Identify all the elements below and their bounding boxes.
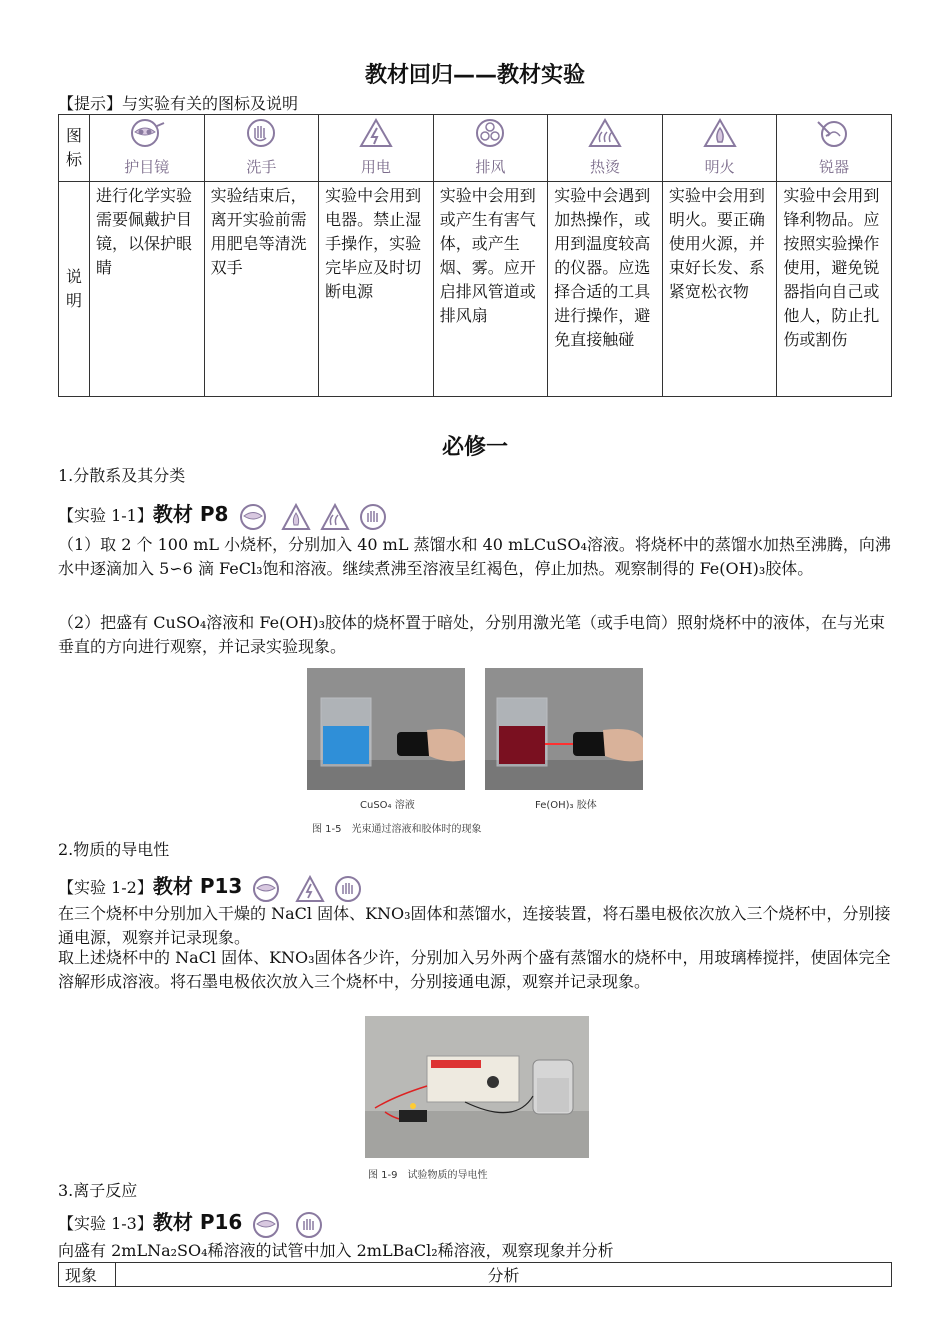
section-title: 必修一 (441, 435, 508, 460)
wash-hands-icon (295, 1211, 323, 1239)
goggles-icon (238, 503, 272, 531)
exp-2-heading (58, 874, 892, 903)
exp-3-prefix: 【实验 1-3】 (58, 1214, 153, 1233)
hot-icon (320, 503, 350, 531)
desc-cell: 实验中会用到明火。要正确使用火源，并束好长发、系紧宽松衣物 (662, 182, 777, 397)
exp-2-prefix: 【实验 1-2】 (58, 878, 153, 897)
hot-icon (588, 118, 622, 148)
icon-label: 护目镜 (124, 157, 170, 176)
exp-3-step-1: 向盛有 2mLNa₂SO₄稀溶液的试管中加入 2mLBaCl₂稀溶液，观察现象并分析 (58, 1241, 614, 1260)
hint-text: 【提示】与实验有关的图标及说明 (58, 94, 299, 113)
goggles-icon (251, 875, 285, 903)
exp-3-heading (58, 1210, 892, 1239)
desc-cell: 实验中会用到或产生有害气体，或产生烟、雾。应开启排风管道或排风扇 (433, 182, 548, 397)
safety-icons-table (58, 114, 892, 397)
icon-label: 排风 (475, 157, 506, 176)
goggles-icon (251, 1211, 285, 1239)
wash-hands-icon (244, 118, 278, 148)
fig1-caption: 图 1-5 光束通过溶液和胶体时的现象 (312, 824, 482, 835)
exp-2-ref: 教材 P13 (152, 874, 243, 898)
fig1-left-label: CuSO₄ 溶液 (360, 800, 415, 811)
exp-1-prefix: 【实验 1-1】 (58, 506, 153, 525)
analysis-col-analysis: 分析 (116, 1263, 892, 1287)
desc-row (59, 182, 892, 397)
fig1-right-label: Fe(OH)₃ 胶体 (535, 800, 597, 811)
topic-2: 2.物质的导电性 (58, 840, 170, 859)
flame-icon (281, 503, 311, 531)
analysis-col-phenomenon: 现象 (59, 1263, 116, 1287)
electricity-icon (295, 875, 325, 903)
analysis-table (58, 1262, 892, 1287)
icon-label: 用电 (360, 157, 391, 176)
icon-cell-wash (204, 115, 319, 182)
icon-cell-flame (662, 115, 777, 182)
topic-1: 1.分散系及其分类 (58, 466, 186, 485)
icon-cell-goggles (90, 115, 205, 182)
icon-cell-electric (319, 115, 434, 182)
icon-cell-vent (433, 115, 548, 182)
topic-3: 3.离子反应 (58, 1181, 138, 1200)
page-title: 教材回归——教材实验 (364, 63, 585, 88)
exp-2-step-1: 在三个烧杯中分别加入干燥的 NaCl 固体、KNO₃固体和蒸馏水，连接装置，将石墨电极依次放入三个烧杯中，分别接通电源，观察并记录现象。 (58, 904, 891, 947)
desc-cell: 实验中会遇到加热操作，或用到温度较高的仪器。应选择合适的工具进行操作，避免直接触碰 (548, 182, 663, 397)
ventilation-icon (473, 118, 507, 148)
photo-cuso4-beaker (307, 668, 465, 790)
icon-row (59, 115, 892, 182)
desc-cell: 实验结束后，离开实验前需用肥皂等清洗双手 (204, 182, 319, 397)
goggles-icon (127, 118, 167, 148)
exp-1-step-2: （2）把盛有 CuSO₄溶液和 Fe(OH)₃胶体的烧杯置于暗处，分别用激光笔（或手电筒）照射烧杯中的液体，在与光束垂直的方向进行观察，并记录实验现象。 (58, 613, 886, 656)
exp-2-step-2: 取上述烧杯中的 NaCl 固体、KNO₃固体各少许，分别加入另外两个盛有蒸馏水的烧杯中，用玻璃棒搅拌，使固体完全溶解形成溶液。将石墨电极依次放入三个烧杯中，分别接通电源，观察并记录现象。 (58, 948, 891, 991)
wash-hands-icon (334, 875, 362, 903)
icon-cell-hot (548, 115, 663, 182)
desc-cell: 实验中会用到电器。禁止湿手操作，实验完毕应及时切断电源 (319, 182, 434, 397)
flame-icon (703, 118, 737, 148)
icon-label: 热烫 (590, 157, 621, 176)
icon-label: 锐器 (819, 157, 850, 176)
analysis-header-row (59, 1263, 892, 1287)
desc-cell: 进行化学实验需要佩戴护目镜，以保护眼睛 (90, 182, 205, 397)
exp-1-ref: 教材 P8 (152, 502, 229, 526)
icon-cell-sharp (777, 115, 892, 182)
exp-1-heading (58, 502, 892, 531)
fig2-caption: 图 1-9 试验物质的导电性 (368, 1170, 488, 1181)
icon-label: 洗手 (246, 157, 277, 176)
wash-hands-icon (359, 503, 387, 531)
row-head-desc: 说明 (59, 182, 90, 397)
photo-conductivity-apparatus (365, 1016, 589, 1158)
desc-cell: 实验中会用到锋利物品。应按照实验操作使用，避免锐器指向自己或他人，防止扎伤或割伤 (777, 182, 892, 397)
electricity-icon (359, 118, 393, 148)
sharp-icon (814, 118, 854, 148)
exp-3-ref: 教材 P16 (152, 1210, 243, 1234)
exp-1-step-1: （1）取 2 个 100 mL 小烧杯，分别加入 40 mL 蒸馏水和 40 mLCuSO₄溶液。将烧杯中的蒸馏水加热至沸腾，向沸水中逐滴加入 5∽6 滴 FeCl₃饱和溶液。继续煮沸至溶液呈红褐色，停止加热。观察制得的 Fe(OH)₃胶体。 (58, 535, 891, 578)
icon-label: 明火 (704, 157, 735, 176)
row-head-icons: 图标 (59, 115, 90, 182)
photo-feoh3-beaker (485, 668, 643, 790)
